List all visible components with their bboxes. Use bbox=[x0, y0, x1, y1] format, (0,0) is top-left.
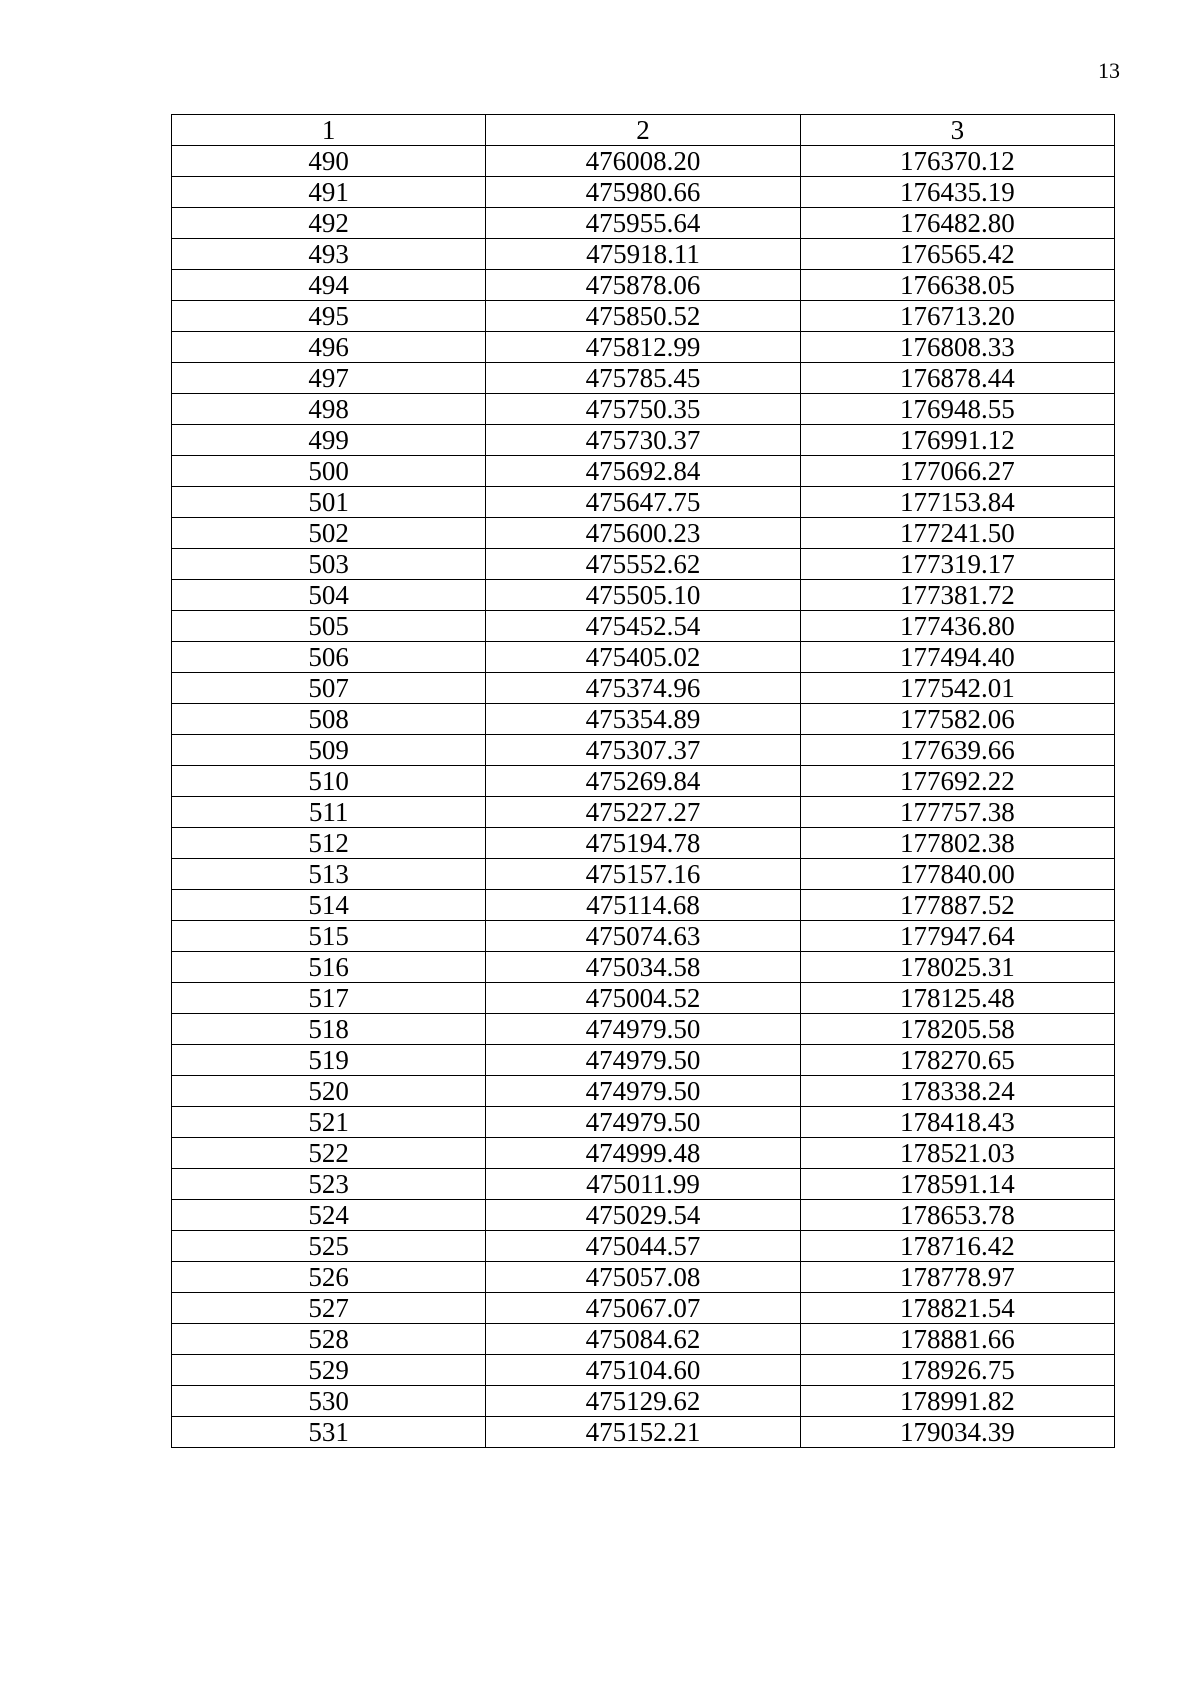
coordinate-y-cell: 177582.06 bbox=[800, 704, 1114, 735]
coordinate-x-cell: 475011.99 bbox=[486, 1169, 800, 1200]
coordinate-x-cell: 475269.84 bbox=[486, 766, 800, 797]
table-row bbox=[172, 456, 1115, 487]
table-row bbox=[172, 1014, 1115, 1045]
coordinate-x-cell: 475004.52 bbox=[486, 983, 800, 1014]
point-number-cell: 516 bbox=[172, 952, 486, 983]
coordinate-x-cell: 475227.27 bbox=[486, 797, 800, 828]
table-row bbox=[172, 642, 1115, 673]
coordinates-table bbox=[171, 114, 1115, 1448]
point-number-cell: 520 bbox=[172, 1076, 486, 1107]
table-row bbox=[172, 1231, 1115, 1262]
point-number-cell: 529 bbox=[172, 1355, 486, 1386]
coordinate-y-cell: 178881.66 bbox=[800, 1324, 1114, 1355]
point-number-cell: 523 bbox=[172, 1169, 486, 1200]
coordinate-y-cell: 178205.58 bbox=[800, 1014, 1114, 1045]
table-row bbox=[172, 549, 1115, 580]
coordinate-x-cell: 475114.68 bbox=[486, 890, 800, 921]
coordinate-y-cell: 177802.38 bbox=[800, 828, 1114, 859]
coordinate-x-cell: 475084.62 bbox=[486, 1324, 800, 1355]
coordinate-x-cell: 475878.06 bbox=[486, 270, 800, 301]
table-row bbox=[172, 1355, 1115, 1386]
table-row bbox=[172, 239, 1115, 270]
coordinate-y-cell: 177947.64 bbox=[800, 921, 1114, 952]
coordinate-x-cell: 475552.62 bbox=[486, 549, 800, 580]
coordinate-x-cell: 475029.54 bbox=[486, 1200, 800, 1231]
point-number-cell: 521 bbox=[172, 1107, 486, 1138]
point-number-cell: 526 bbox=[172, 1262, 486, 1293]
coordinate-x-cell: 475194.78 bbox=[486, 828, 800, 859]
table-row bbox=[172, 270, 1115, 301]
coordinate-x-cell: 475044.57 bbox=[486, 1231, 800, 1262]
table-row bbox=[172, 1169, 1115, 1200]
point-number-cell: 510 bbox=[172, 766, 486, 797]
header-cell-column-3: 3 bbox=[800, 115, 1114, 146]
coordinate-y-cell: 177494.40 bbox=[800, 642, 1114, 673]
point-number-cell: 525 bbox=[172, 1231, 486, 1262]
coordinate-y-cell: 178778.97 bbox=[800, 1262, 1114, 1293]
point-number-cell: 496 bbox=[172, 332, 486, 363]
point-number-cell: 495 bbox=[172, 301, 486, 332]
table-row bbox=[172, 735, 1115, 766]
point-number-cell: 531 bbox=[172, 1417, 486, 1448]
coordinate-x-cell: 475067.07 bbox=[486, 1293, 800, 1324]
coordinate-x-cell: 475057.08 bbox=[486, 1262, 800, 1293]
coordinate-y-cell: 178926.75 bbox=[800, 1355, 1114, 1386]
table-row bbox=[172, 1417, 1115, 1448]
coordinate-x-cell: 474979.50 bbox=[486, 1045, 800, 1076]
table-row bbox=[172, 704, 1115, 735]
coordinate-y-cell: 178653.78 bbox=[800, 1200, 1114, 1231]
coordinate-x-cell: 474979.50 bbox=[486, 1107, 800, 1138]
table-row bbox=[172, 1293, 1115, 1324]
point-number-cell: 491 bbox=[172, 177, 486, 208]
point-number-cell: 492 bbox=[172, 208, 486, 239]
point-number-cell: 490 bbox=[172, 146, 486, 177]
point-number-cell: 517 bbox=[172, 983, 486, 1014]
coordinate-x-cell: 475505.10 bbox=[486, 580, 800, 611]
table-row bbox=[172, 673, 1115, 704]
coordinate-y-cell: 178025.31 bbox=[800, 952, 1114, 983]
table-row bbox=[172, 890, 1115, 921]
coordinate-y-cell: 177639.66 bbox=[800, 735, 1114, 766]
coordinate-x-cell: 475152.21 bbox=[486, 1417, 800, 1448]
coordinate-y-cell: 177241.50 bbox=[800, 518, 1114, 549]
point-number-cell: 500 bbox=[172, 456, 486, 487]
point-number-cell: 509 bbox=[172, 735, 486, 766]
table-row bbox=[172, 1045, 1115, 1076]
table-row bbox=[172, 1386, 1115, 1417]
coordinate-x-cell: 476008.20 bbox=[486, 146, 800, 177]
coordinate-y-cell: 176991.12 bbox=[800, 425, 1114, 456]
coordinate-x-cell: 475405.02 bbox=[486, 642, 800, 673]
point-number-cell: 503 bbox=[172, 549, 486, 580]
coordinate-x-cell: 475129.62 bbox=[486, 1386, 800, 1417]
table-row bbox=[172, 1200, 1115, 1231]
coordinate-x-cell: 475785.45 bbox=[486, 363, 800, 394]
coordinate-y-cell: 176482.80 bbox=[800, 208, 1114, 239]
coordinate-x-cell: 475850.52 bbox=[486, 301, 800, 332]
coordinate-x-cell: 475307.37 bbox=[486, 735, 800, 766]
coordinate-x-cell: 475647.75 bbox=[486, 487, 800, 518]
coordinate-y-cell: 177542.01 bbox=[800, 673, 1114, 704]
point-number-cell: 493 bbox=[172, 239, 486, 270]
point-number-cell: 494 bbox=[172, 270, 486, 301]
coordinate-y-cell: 176878.44 bbox=[800, 363, 1114, 394]
table-row bbox=[172, 797, 1115, 828]
table-row bbox=[172, 921, 1115, 952]
table-row bbox=[172, 363, 1115, 394]
coordinate-y-cell: 178418.43 bbox=[800, 1107, 1114, 1138]
coordinate-y-cell: 177692.22 bbox=[800, 766, 1114, 797]
coordinate-x-cell: 475452.54 bbox=[486, 611, 800, 642]
coordinate-y-cell: 176565.42 bbox=[800, 239, 1114, 270]
coordinate-x-cell: 475354.89 bbox=[486, 704, 800, 735]
coordinate-y-cell: 178521.03 bbox=[800, 1138, 1114, 1169]
coordinate-x-cell: 475157.16 bbox=[486, 859, 800, 890]
coordinate-x-cell: 475980.66 bbox=[486, 177, 800, 208]
point-number-cell: 504 bbox=[172, 580, 486, 611]
coordinate-y-cell: 177887.52 bbox=[800, 890, 1114, 921]
point-number-cell: 501 bbox=[172, 487, 486, 518]
point-number-cell: 508 bbox=[172, 704, 486, 735]
table-row bbox=[172, 1138, 1115, 1169]
coordinate-x-cell: 475692.84 bbox=[486, 456, 800, 487]
coordinate-x-cell: 475074.63 bbox=[486, 921, 800, 952]
coordinate-x-cell: 475955.64 bbox=[486, 208, 800, 239]
table-row bbox=[172, 146, 1115, 177]
point-number-cell: 527 bbox=[172, 1293, 486, 1324]
point-number-cell: 522 bbox=[172, 1138, 486, 1169]
point-number-cell: 515 bbox=[172, 921, 486, 952]
coordinate-x-cell: 475034.58 bbox=[486, 952, 800, 983]
table-row bbox=[172, 394, 1115, 425]
coordinate-y-cell: 178716.42 bbox=[800, 1231, 1114, 1262]
point-number-cell: 519 bbox=[172, 1045, 486, 1076]
coordinate-y-cell: 177436.80 bbox=[800, 611, 1114, 642]
point-number-cell: 499 bbox=[172, 425, 486, 456]
point-number-cell: 514 bbox=[172, 890, 486, 921]
table-row bbox=[172, 301, 1115, 332]
table-row bbox=[172, 859, 1115, 890]
coordinate-x-cell: 474979.50 bbox=[486, 1076, 800, 1107]
coordinate-x-cell: 475812.99 bbox=[486, 332, 800, 363]
point-number-cell: 528 bbox=[172, 1324, 486, 1355]
table-header bbox=[172, 115, 1115, 146]
coordinate-y-cell: 177319.17 bbox=[800, 549, 1114, 580]
coordinate-y-cell: 176370.12 bbox=[800, 146, 1114, 177]
coordinate-x-cell: 474999.48 bbox=[486, 1138, 800, 1169]
point-number-cell: 511 bbox=[172, 797, 486, 828]
coordinate-y-cell: 178338.24 bbox=[800, 1076, 1114, 1107]
coordinate-y-cell: 179034.39 bbox=[800, 1417, 1114, 1448]
table-row bbox=[172, 1262, 1115, 1293]
coordinate-y-cell: 176435.19 bbox=[800, 177, 1114, 208]
coordinate-y-cell: 178991.82 bbox=[800, 1386, 1114, 1417]
coordinate-y-cell: 176713.20 bbox=[800, 301, 1114, 332]
point-number-cell: 518 bbox=[172, 1014, 486, 1045]
coordinate-y-cell: 176638.05 bbox=[800, 270, 1114, 301]
table-row bbox=[172, 1076, 1115, 1107]
coordinate-y-cell: 178591.14 bbox=[800, 1169, 1114, 1200]
coordinate-x-cell: 475730.37 bbox=[486, 425, 800, 456]
table-row bbox=[172, 425, 1115, 456]
point-number-cell: 498 bbox=[172, 394, 486, 425]
coordinate-x-cell: 474979.50 bbox=[486, 1014, 800, 1045]
table-body bbox=[172, 146, 1115, 1448]
table-row bbox=[172, 487, 1115, 518]
point-number-cell: 530 bbox=[172, 1386, 486, 1417]
coordinate-y-cell: 178821.54 bbox=[800, 1293, 1114, 1324]
coordinate-y-cell: 176808.33 bbox=[800, 332, 1114, 363]
coordinate-y-cell: 176948.55 bbox=[800, 394, 1114, 425]
page-number: 13 bbox=[1098, 58, 1120, 83]
header-cell-column-2: 2 bbox=[486, 115, 800, 146]
table-row bbox=[172, 208, 1115, 239]
table-row bbox=[172, 611, 1115, 642]
table-row bbox=[172, 952, 1115, 983]
table-row bbox=[172, 1107, 1115, 1138]
header-cell-column-1: 1 bbox=[172, 115, 486, 146]
table-row bbox=[172, 580, 1115, 611]
point-number-cell: 505 bbox=[172, 611, 486, 642]
point-number-cell: 497 bbox=[172, 363, 486, 394]
point-number-cell: 502 bbox=[172, 518, 486, 549]
point-number-cell: 507 bbox=[172, 673, 486, 704]
coordinate-y-cell: 177066.27 bbox=[800, 456, 1114, 487]
header-row bbox=[172, 115, 1115, 146]
table-row bbox=[172, 177, 1115, 208]
table-row bbox=[172, 766, 1115, 797]
point-number-cell: 524 bbox=[172, 1200, 486, 1231]
coordinate-y-cell: 177381.72 bbox=[800, 580, 1114, 611]
coordinate-y-cell: 177153.84 bbox=[800, 487, 1114, 518]
coordinate-y-cell: 177757.38 bbox=[800, 797, 1114, 828]
table-row bbox=[172, 1324, 1115, 1355]
point-number-cell: 513 bbox=[172, 859, 486, 890]
coordinate-y-cell: 178270.65 bbox=[800, 1045, 1114, 1076]
coordinate-x-cell: 475600.23 bbox=[486, 518, 800, 549]
table-row bbox=[172, 332, 1115, 363]
coordinate-x-cell: 475374.96 bbox=[486, 673, 800, 704]
point-number-cell: 512 bbox=[172, 828, 486, 859]
coordinate-y-cell: 177840.00 bbox=[800, 859, 1114, 890]
coordinate-x-cell: 475918.11 bbox=[486, 239, 800, 270]
table-row bbox=[172, 983, 1115, 1014]
point-number-cell: 506 bbox=[172, 642, 486, 673]
coordinate-x-cell: 475750.35 bbox=[486, 394, 800, 425]
coordinate-y-cell: 178125.48 bbox=[800, 983, 1114, 1014]
table-row bbox=[172, 828, 1115, 859]
table-row bbox=[172, 518, 1115, 549]
coordinate-x-cell: 475104.60 bbox=[486, 1355, 800, 1386]
